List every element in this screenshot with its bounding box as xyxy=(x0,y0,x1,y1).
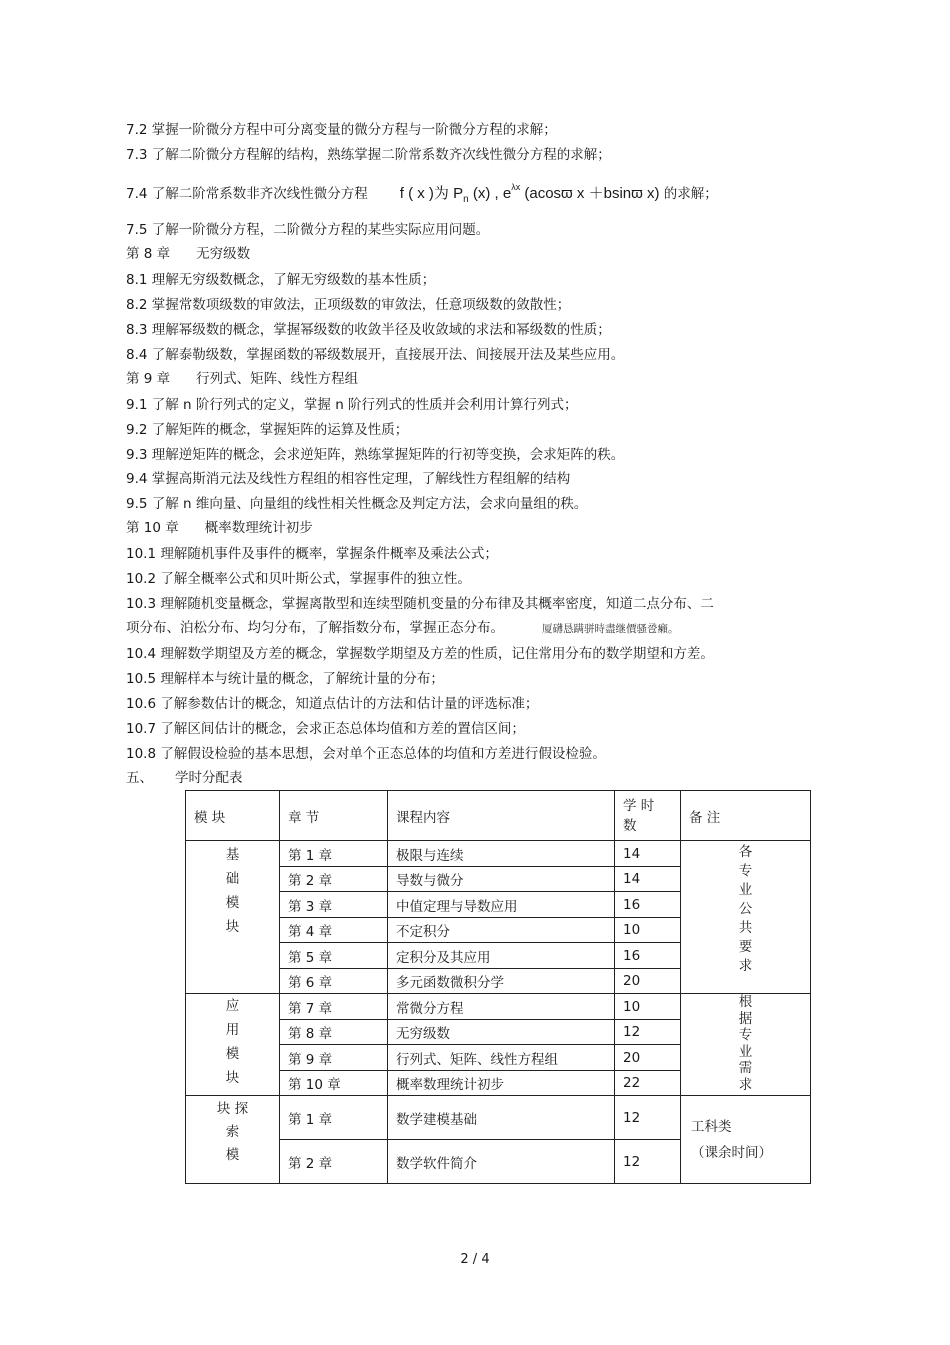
header-note: 备 注 xyxy=(681,791,811,841)
row-hours: 10 xyxy=(615,994,681,1020)
table-header-row xyxy=(186,791,811,841)
item-7-4-text: 7.4 了解二阶常系数非齐次线性微分方程 xyxy=(126,186,368,202)
row-chapter: 第 3 章 xyxy=(280,892,388,918)
note-basic: 各 专 业 公 共 要 求 xyxy=(681,841,811,994)
row-content: 无穷级数 xyxy=(388,1020,615,1045)
row-content: 数学建模基础 xyxy=(388,1096,615,1140)
row-content: 概率数理统计初步 xyxy=(388,1071,615,1096)
item-10-2: 10.2 了解全概率公式和贝叶斯公式，掌握事件的独立性。 xyxy=(126,571,471,587)
row-chapter: 第 10 章 xyxy=(280,1071,388,1096)
item-9-1: 9.1 了解 n 阶行列式的定义，掌握 n 阶行列式的性质并会利用计算行列式； xyxy=(126,397,578,413)
item-7-2: 7.2 掌握一阶微分方程中可分离变量的微分方程与一阶微分方程的求解； xyxy=(126,122,557,138)
row-content: 定积分及其应用 xyxy=(388,943,615,969)
page-number: 2 / 4 xyxy=(460,1252,490,1267)
item-10-3a: 10.3 理解随机变量概念，掌握离散型和连续型随机变量的分布律及其概率密度，知道二点分布、二 xyxy=(126,596,714,612)
item-9-3: 9.3 理解逆矩阵的概念，会求逆矩阵，熟练掌握矩阵的行初等变换，会求矩阵的秩。 xyxy=(126,447,625,463)
chapter-9-heading: 第 9 章 行列式、矩阵、线性方程组 xyxy=(126,371,359,387)
item-10-3b: 项分布、泊松分布、均匀分布，了解指数分布，掌握正态分布。 厦礴恳蹒骈時盡继價骚卺癩。 xyxy=(126,620,679,636)
row-content: 常微分方程 xyxy=(388,994,615,1020)
row-hours: 22 xyxy=(615,1071,681,1096)
row-chapter: 第 2 章 xyxy=(280,867,388,892)
note-application: 根 据 专 业 需 求 xyxy=(681,994,811,1096)
row-hours: 10 xyxy=(615,918,681,943)
row-hours: 12 xyxy=(615,1096,681,1140)
table-row xyxy=(186,841,811,867)
row-hours: 12 xyxy=(615,1140,681,1184)
row-chapter: 第 2 章 xyxy=(280,1140,388,1184)
row-hours: 20 xyxy=(615,1045,681,1071)
item-10-5: 10.5 理解样本与统计量的概念，了解统计量的分布； xyxy=(126,671,444,687)
row-content: 行列式、矩阵、线性方程组 xyxy=(388,1045,615,1071)
item-8-2: 8.2 掌握常数项级数的审敛法，正项级数的审敛法，任意项级数的敛散性； xyxy=(126,297,571,313)
chapter-8-heading: 第 8 章 无穷级数 xyxy=(126,246,251,262)
garbled-watermark-text: 厦礴恳蹒骈時盡继價骚卺癩。 xyxy=(542,623,679,635)
item-8-1: 8.1 理解无穷级数概念，了解无穷级数的基本性质； xyxy=(126,272,436,288)
item-10-8: 10.8 了解假设检验的基本思想，会对单个正态总体的均值和方差进行假设检验。 xyxy=(126,746,606,762)
section-5-heading: 五、 学时分配表 xyxy=(126,770,243,786)
module-exploration: 块 探 索 模 xyxy=(186,1096,280,1184)
note-exploration: 工科类 （课余时间） xyxy=(681,1096,811,1184)
item-9-4: 9.4 掌握高斯消元法及线性方程组的相容性定理，了解线性方程组解的结构 xyxy=(126,471,571,487)
row-content: 极限与连续 xyxy=(388,841,615,867)
item-10-1: 10.1 理解随机事件及事件的概率，掌握条件概率及乘法公式； xyxy=(126,546,498,562)
header-chapter: 章 节 xyxy=(280,791,388,841)
table-row xyxy=(186,1096,811,1140)
hours-allocation-table xyxy=(185,790,811,1184)
row-chapter: 第 8 章 xyxy=(280,1020,388,1045)
row-chapter: 第 1 章 xyxy=(280,841,388,867)
row-chapter: 第 5 章 xyxy=(280,943,388,969)
header-hours: 学 时 数 xyxy=(615,791,681,841)
row-chapter: 第 4 章 xyxy=(280,918,388,943)
item-10-4: 10.4 理解数学期望及方差的概念，掌握数学期望及方差的性质，记住常用分布的数学期望和方差。 xyxy=(126,646,714,662)
table-row xyxy=(186,994,811,1020)
row-content: 数学软件简介 xyxy=(388,1140,615,1184)
module-application: 应 用 模 块 xyxy=(186,994,280,1096)
row-content: 中值定理与导数应用 xyxy=(388,892,615,918)
item-7-5: 7.5 了解一阶微分方程，二阶微分方程的某些实际应用问题。 xyxy=(126,222,490,238)
item-9-2: 9.2 了解矩阵的概念，掌握矩阵的运算及性质； xyxy=(126,422,409,438)
module-basic: 基 础 模 块 xyxy=(186,841,280,994)
row-chapter: 第 1 章 xyxy=(280,1096,388,1140)
row-chapter: 第 9 章 xyxy=(280,1045,388,1071)
row-hours: 16 xyxy=(615,892,681,918)
row-hours: 14 xyxy=(615,867,681,892)
item-7-3: 7.3 了解二阶微分方程解的结构，熟练掌握二阶常系数齐次线性微分方程的求解； xyxy=(126,147,611,163)
row-hours: 14 xyxy=(615,841,681,867)
item-8-4: 8.4 了解泰勒级数，掌握函数的幂级数展开，直接展开法、间接展开法及某些应用。 xyxy=(126,347,625,363)
row-content: 多元函数微积分学 xyxy=(388,969,615,994)
row-chapter: 第 6 章 xyxy=(280,969,388,994)
item-9-5: 9.5 了解 n 维向量、向量组的线性相关性概念及判定方法，会求向量组的秩。 xyxy=(126,496,588,512)
item-10-6: 10.6 了解参数估计的概念，知道点估计的方法和估计量的评选标准； xyxy=(126,696,539,712)
row-chapter: 第 7 章 xyxy=(280,994,388,1020)
row-content: 导数与微分 xyxy=(388,867,615,892)
item-8-3: 8.3 理解幂级数的概念，掌握幂级数的收敛半径及收敛域的求法和幂级数的性质； xyxy=(126,322,611,338)
item-7-4: 7.4 了解二阶常系数非齐次线性微分方程 f ( x )为 $P_n$ (x) , $e^{\lambda x}$ (acosϖ x ＋bsinϖ x) 的求解； xyxy=(126,182,718,205)
row-hours: 20 xyxy=(615,969,681,994)
row-content: 不定积分 xyxy=(388,918,615,943)
item-10-7: 10.7 了解区间估计的概念，会求正态总体均值和方差的置信区间； xyxy=(126,721,525,737)
header-module: 模 块 xyxy=(186,791,280,841)
row-hours: 12 xyxy=(615,1020,681,1045)
row-hours: 16 xyxy=(615,943,681,969)
chapter-10-heading: 第 10 章 概率数理统计初步 xyxy=(126,520,313,536)
item-7-4-formula: f ( x )为 $P_n$ (x) , $e^{\lambda x}$ (acosϖ x ＋bsinϖ x) xyxy=(399,182,660,205)
header-content: 课程内容 xyxy=(388,791,615,841)
